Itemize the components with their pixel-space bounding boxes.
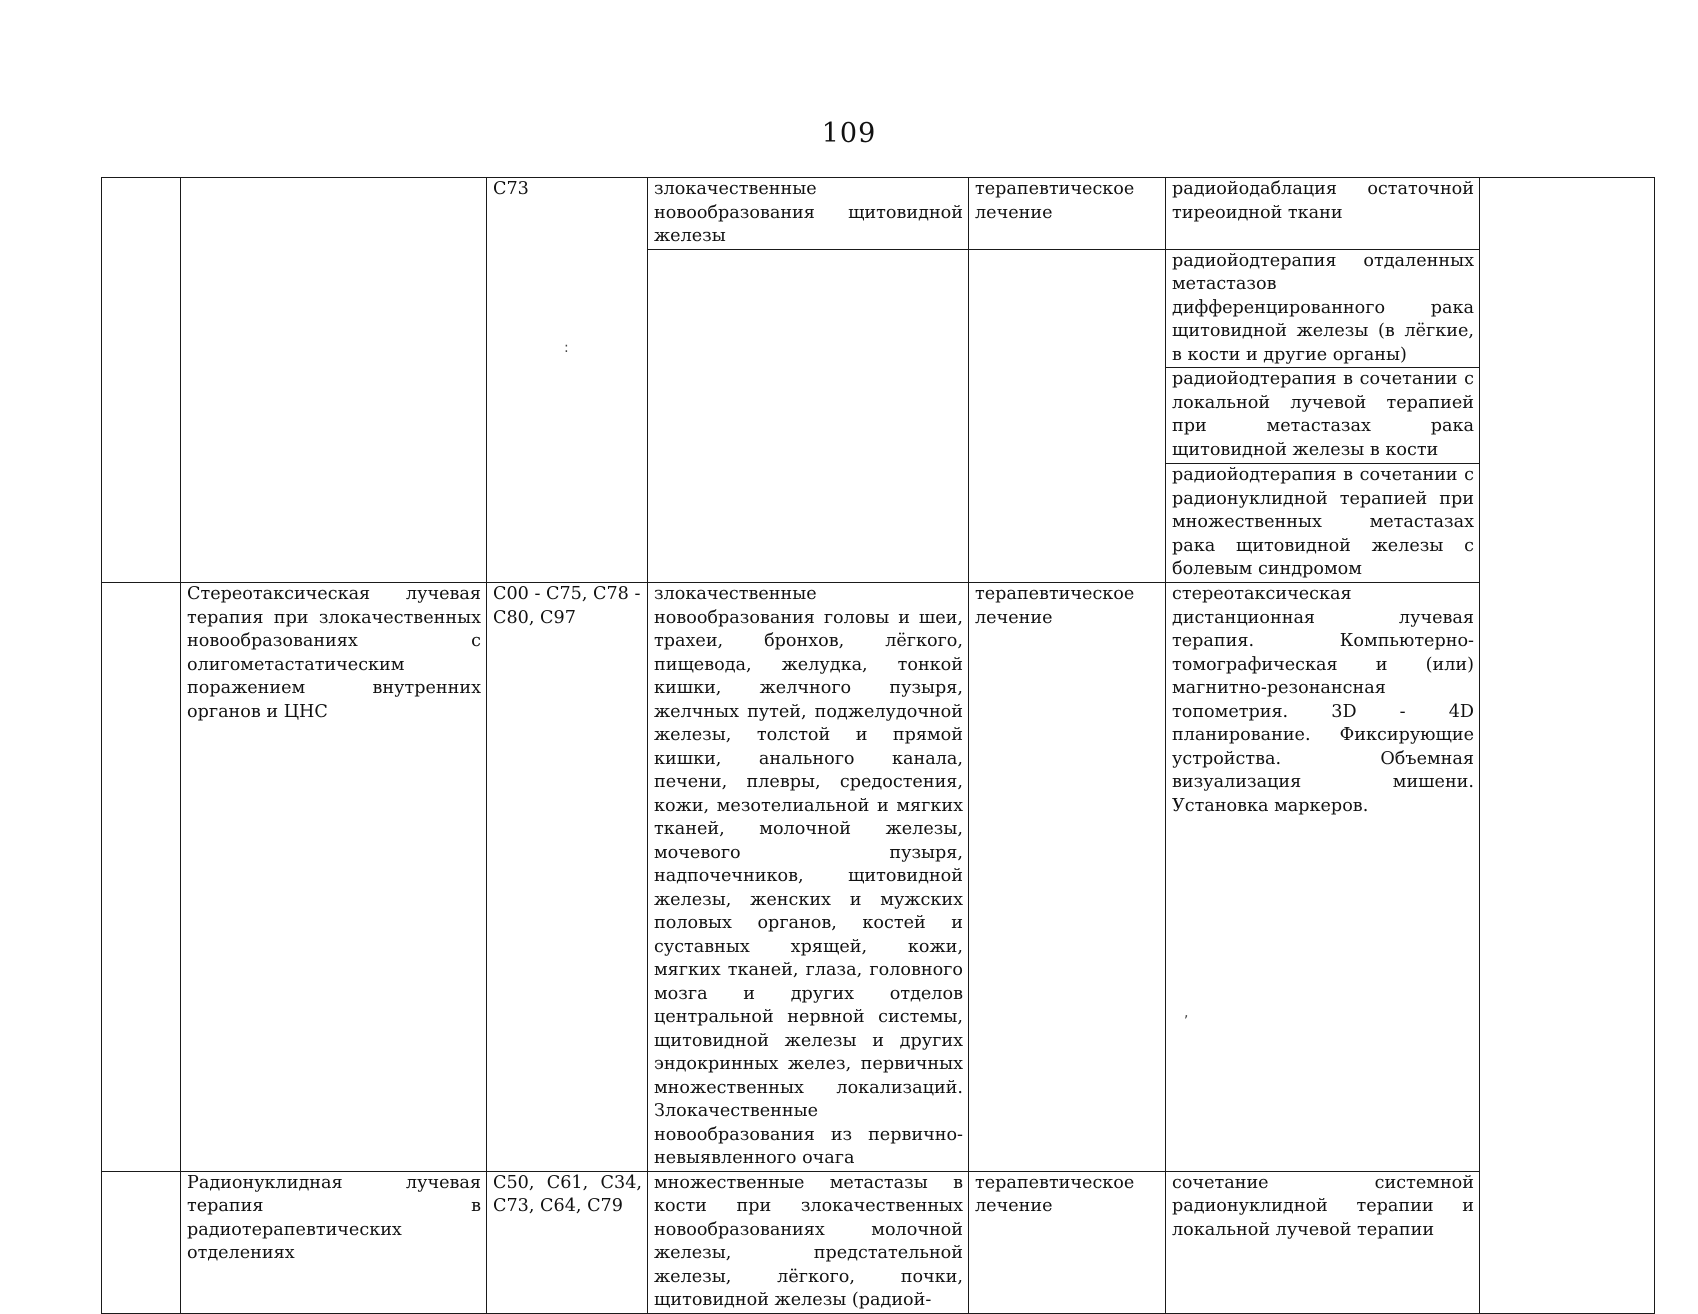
icd-codes-cell: C00 - C75, C78 - C80, C97 bbox=[487, 583, 648, 1172]
empty-cell bbox=[102, 178, 181, 583]
care-type-cell: Радионуклидная лучевая терапия в радиотерапевтических отделениях bbox=[181, 1171, 487, 1313]
empty-cell bbox=[102, 1171, 181, 1313]
treatment-method-cell: радиойодтерапия отдаленных метастазов дифференцированного рака щитовидной железы (в лёгкие, в кости и другие органы) bbox=[1166, 249, 1480, 368]
diagnosis-cell: множественные метастазы в кости при злокачественных новообразованиях молочной железы, предстательной железы, лёгкого, почки, щитовидной железы (радиой- bbox=[648, 1171, 969, 1313]
empty-cell bbox=[102, 583, 181, 1172]
treatment-model-cell bbox=[969, 249, 1166, 583]
treatment-model-cell: терапевтическое лечение bbox=[969, 178, 1166, 250]
treatment-method-cell: стереотаксическая дистанционная лучевая терапия. Компьютерно-томографическая и (или) магнитно-резонансная топометрия. 3D - 4D планирование. Фиксирующие устройства. Объемная визуализация мишени. Установка маркеров. bbox=[1166, 583, 1480, 1172]
treatment-model-cell: терапевтическое лечение bbox=[969, 583, 1166, 1172]
table-row bbox=[102, 1171, 1655, 1313]
table-row bbox=[102, 178, 1655, 250]
care-type-cell: Стереотаксическая лучевая терапия при злокачественных новообразованиях с олигометастатическим поражением внутренних органов и ЦНС bbox=[181, 583, 487, 1172]
icd-codes-cell: C50, C61, C34, C73, C64, C79 bbox=[487, 1171, 648, 1313]
table-row bbox=[102, 583, 1655, 1172]
scan-mark: : bbox=[564, 340, 569, 356]
treatment-method-cell: радиойодтерапия в сочетании с радионуклидной терапией при множественных метастазах рака щитовидной железы с болевым синдромом bbox=[1166, 464, 1480, 583]
page-number: 109 bbox=[821, 118, 877, 149]
diagnosis-cell: злокачественные новообразования головы и шеи, трахеи, бронхов, лёгкого, пищевода, желудка, тонкой кишки, желчного пузыря, желчных путей, поджелудочной железы, толстой и прямой кишки, анального канала, печени, плевры, средостения, кожи, мезотелиальной и мягких тканей, молочной железы, мочевого пузыря, надпочечников, щитовидной железы, женских и мужских половых органов, костей и суставных хрящей, кожи, мягких тканей, глаза, головного мозга и других отделов центральной нервной системы, щитовидной железы и других эндокринных желез, первичных множественных локализаций. Злокачественные новообразования из первично-невыявленного очага bbox=[648, 583, 969, 1172]
empty-cell bbox=[1480, 178, 1655, 1314]
diagnosis-cell bbox=[648, 249, 969, 583]
treatment-method-cell: радиойодтерапия в сочетании с локальной лучевой терапией при метастазах рака щитовидной железы в кости bbox=[1166, 368, 1480, 464]
treatment-method-cell: радиойодаблация остаточной тиреоидной ткани bbox=[1166, 178, 1480, 250]
treatment-method-cell: сочетание системной радионуклидной терапии и локальной лучевой терапии bbox=[1166, 1171, 1480, 1313]
scan-mark: , bbox=[1184, 1005, 1189, 1021]
treatment-model-cell: терапевтическое лечение bbox=[969, 1171, 1166, 1313]
icd-codes-cell: C73 bbox=[487, 178, 648, 583]
diagnosis-cell: злокачественные новообразования щитовидной железы bbox=[648, 178, 969, 250]
medical-care-table bbox=[101, 177, 1655, 1314]
care-type-cell bbox=[181, 178, 487, 583]
